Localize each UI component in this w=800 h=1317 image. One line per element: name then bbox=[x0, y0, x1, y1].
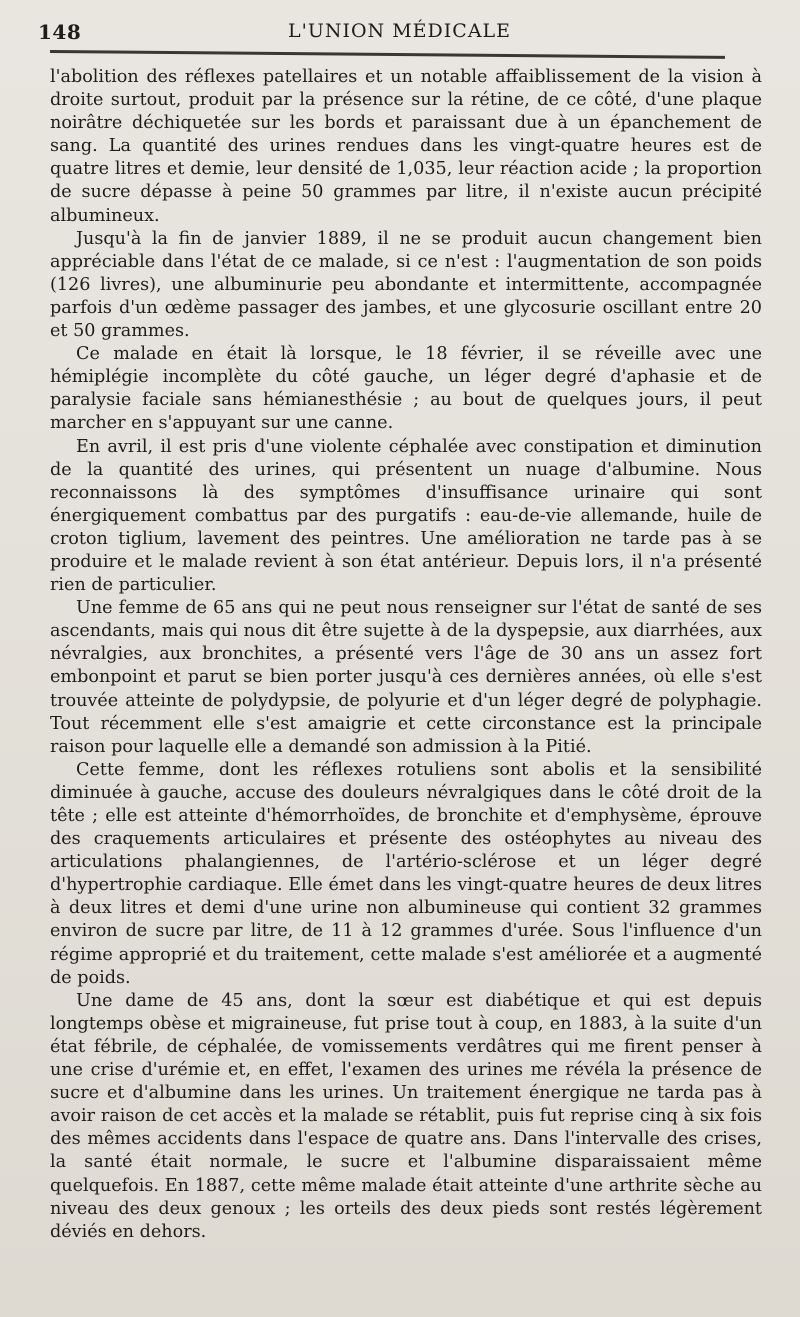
paragraph-reflexes: Cette femme, dont les réflexes rotuliens sont abolis et la sensibilité diminuée à gauche, accuse des douleurs névralgiques dans le côté droit de la tête ; elle est atteinte d'hémorrhoïdes, de bronchite et d'emphysème, éprouve des craquements articulaires et présente des ostéophytes au niveau des articulations phalangiennes, de l'artério-sclérose et un léger degré d'hypertrophie cardiaque. Elle émet dans les vingt-quatre heures de deux litres à deux litres et demi d'une urine non albumineuse qui contient 32 grammes environ de sucre par litre, de 11 à 12 grammes d'urée. Sous l'influence d'un régime approprié et du traitement, cette malade s'est améliorée et a augmenté de poids. bbox=[50, 759, 762, 988]
page-number: 148 bbox=[38, 20, 82, 44]
paragraph-april: En avril, il est pris d'une violente céphalée avec constipation et diminution de la quantité des urines, qui présentent un nuage d'albumine. Nous reconnaissons là des symptômes d'insuffisance urinaire qui sont énergiquement combattus par des purgatifs : eau-de-vie allemande, huile de croton tiglium, lavement des peintres. Une amélioration ne tarde pas à se produire et le malade revient à son état antérieur. Depuis lors, il n'a présenté rien de particulier. bbox=[50, 436, 762, 596]
page-header bbox=[38, 20, 728, 50]
paragraph-hemiplegia: Ce malade en était là lorsque, le 18 février, il se réveille avec une hémiplégie incomplète du côté gauche, un léger degré d'aphasie et de paralysie faciale sans hémianesthésie ; au bout de quelques jours, il peut marcher en s'appuyant sur une canne. bbox=[50, 344, 762, 434]
paragraph-continuation: l'abolition des réflexes patellaires et un notable affaiblissement de la vision à droite surtout, produit par la présence sur la rétine, de ce côté, d'une plaque noirâtre déchiquetée sur les bords et paraissant due à un épanchement de sang. La quantité des urines rendues dans les vingt-quatre heures est de quatre litres et demie, leur densité de 1,035, leur réaction acide ; la proportion de sucre dépasse à peine 50 grammes par litre, il n'existe aucun précipité albumineux. bbox=[50, 67, 762, 226]
header-rule bbox=[50, 50, 725, 59]
running-title: L'UNION MÉDICALE bbox=[288, 20, 512, 42]
paragraph-january-1889: Jusqu'à la fin de janvier 1889, il ne se produit aucun changement bien appréciable dans l'état de ce malade, si ce n'est : l'augmentation de son poids (126 livres), une albuminurie peu abondante et intermittente, accompagnée parfois d'un œdème passager des jambes, et une glycosurie oscillant entre 20 et 50 grammes. bbox=[50, 228, 762, 342]
article-body bbox=[50, 66, 762, 1244]
paragraph-woman-65: Une femme de 65 ans qui ne peut nous renseigner sur l'état de santé de ses ascendants, mais qui nous dit être sujette à de la dyspepsie, aux diarrhées, aux névralgies, aux bronchites, a présenté vers l'âge de 30 ans un assez fort embonpoint et parut se bien porter jusqu'à ces dernières années, où elle s'est trouvée atteinte de polydypsie, de polyurie et d'un léger degré de polyphagie. Tout récemment elle s'est amaigrie et cette circonstance est la principale raison pour laquelle elle a demandé son admission à la Pitié. bbox=[50, 598, 762, 757]
paragraph-lady-45: Une dame de 45 ans, dont la sœur est diabétique et qui est depuis longtemps obèse et migraineuse, fut prise tout à coup, en 1883, à la suite d'un état fébrile, de céphalée, de vomissements verdâtres qui me firent penser à une crise d'urémie et, en effet, l'examen des urines me révéla la présence de sucre et d'albumine dans les urines. Un traitement énergique ne tarda pas à avoir raison de cet accès et la malade se rétablit, puis fut reprise cinq à six fois des mêmes accidents dans l'espace de quatre ans. Dans l'intervalle des crises, la santé était normale, le sucre et l'albumine disparaissaient même quelquefois. En 1887, cette même malade était atteinte d'une arthrite sèche au niveau des deux genoux ; les orteils des deux pieds sont restés légèrement déviés en dehors. bbox=[50, 990, 762, 1242]
